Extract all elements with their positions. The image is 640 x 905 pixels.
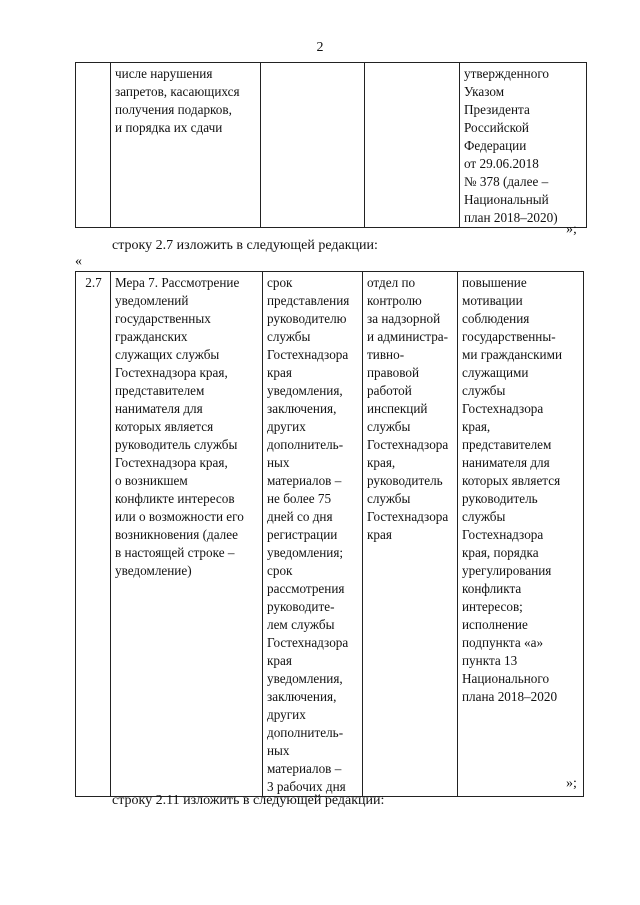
cell-number: 2.7 — [76, 272, 111, 797]
measure-table — [75, 271, 584, 797]
paragraph-row-2-7: строку 2.7 изложить в следующей редакции: — [112, 238, 378, 253]
cell-number — [76, 63, 111, 228]
cell-deadline — [261, 63, 365, 228]
cell-measure: числе нарушения запретов, касающихся получения подарков, и порядка их сдачи — [111, 63, 261, 228]
opening-quote: « — [75, 254, 82, 269]
cell-result: повышение мотивации соблюдения государственны- ми гражданскими служащими службы Гостехнадзора края, представителем нанимателя для которых является руководитель службы Гостехнадзора края, порядка урегулирования конфликта интересов; исполнение подпункта «а» пункта 13 Национального плана 2018–2020 — [458, 272, 584, 797]
cell-deadline: срок представления руководителю службы Гостехнадзора края уведомления, заключения, других дополнитель- ных материалов – не более 75 дней со дня регистрации уведомления; срок рассмотрения руководите- лем службы Гостехнадзора края уведомления, заключения, других дополнитель- ных материалов – 3 рабочих дня — [263, 272, 363, 797]
cell-responsible: отдел по контролю за надзорной и администра- тивно- правовой работой инспекций службы Гостехнадзора края, руководитель службы Гостехнадзора края — [363, 272, 458, 797]
cell-result: утвержденного Указом Президента Российской Федерации от 29.06.2018 № 378 (далее – Национальный план 2018–2020) — [460, 63, 587, 228]
paragraph-row-2-11: строку 2.11 изложить в следующей редакции: — [112, 793, 385, 808]
closing-quote: »; — [566, 222, 577, 237]
page-number: 2 — [316, 40, 324, 55]
cell-measure: Мера 7. Рассмотрение уведомлений государственных гражданских служащих службы Гостехнадзора края, представителем нанимателя для которых является руководитель службы Гостехнадзора края, о возникшем конфликте интересов или о возможности его возникновения (далее в настоящей строке – уведомление) — [111, 272, 263, 797]
table-row — [76, 272, 584, 797]
closing-quote: »; — [566, 776, 577, 791]
table-row — [76, 63, 587, 228]
cell-responsible — [365, 63, 460, 228]
continued-table — [75, 62, 587, 228]
